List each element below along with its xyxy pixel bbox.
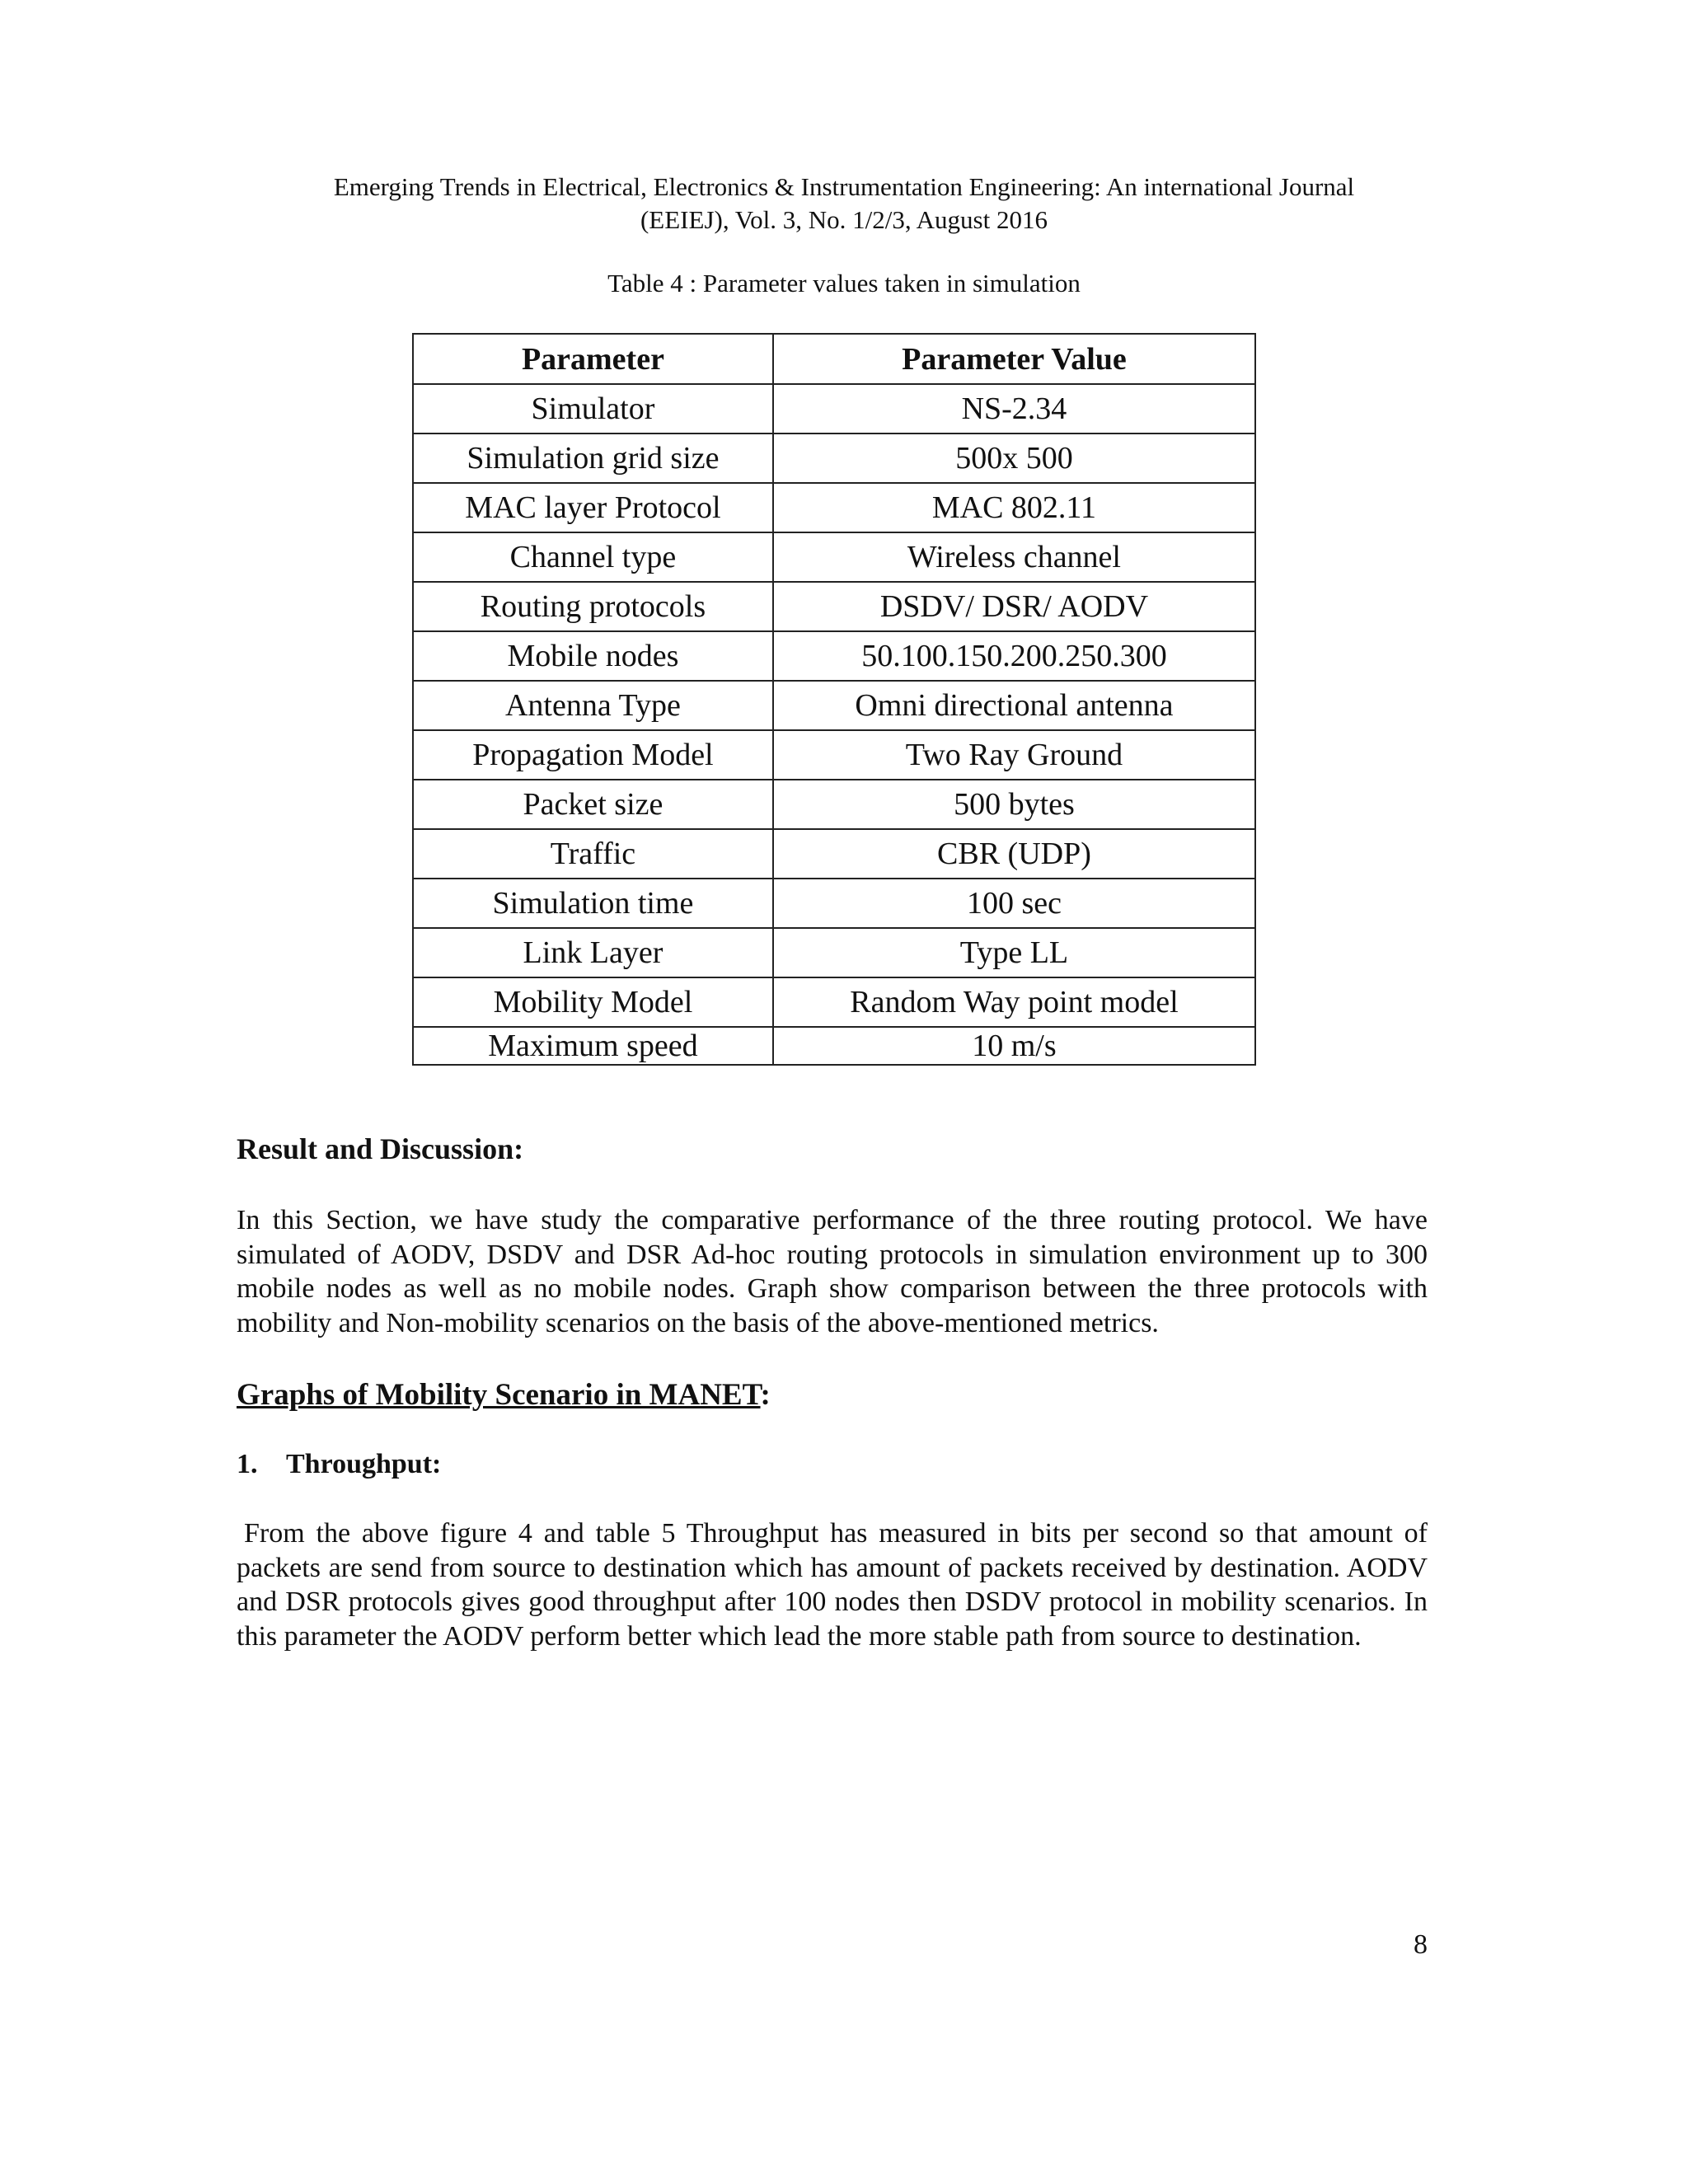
parameter-value-cell: DSDV/ DSR/ AODV (773, 582, 1255, 631)
table-row (413, 532, 1255, 582)
table-row (413, 928, 1255, 977)
page-number: 8 (1414, 1929, 1428, 1960)
parameter-name-cell: Traffic (413, 829, 773, 879)
parameter-value-cell: 100 sec (773, 879, 1255, 928)
column-header-parameter: Parameter (413, 334, 773, 384)
journal-header-line-2: (EEIEJ), Vol. 3, No. 1/2/3, August 2016 (640, 205, 1048, 234)
column-header-parameter-value: Parameter Value (773, 334, 1255, 384)
table-row (413, 1027, 1255, 1065)
parameter-table (412, 333, 1256, 1066)
table-row (413, 681, 1255, 730)
table-row (413, 730, 1255, 780)
parameter-value-cell: NS-2.34 (773, 384, 1255, 434)
table-row (413, 434, 1255, 483)
table-row (413, 780, 1255, 829)
result-discussion-paragraph: In this Section, we have study the comparative performance of the three routing protocol. We have simulated of AODV, DSDV and DSR Ad-hoc routing protocols in simulation environment up to 300 mobile nodes as well as no mobile nodes. Graph show comparison between the three protocols with mobility and Non-mobility scenarios on the basis of the above-mentioned metrics. (237, 1205, 1428, 1338)
parameter-name-cell: Mobility Model (413, 977, 773, 1027)
table-caption: Table 4 : Parameter values taken in simulation (607, 269, 1081, 298)
parameter-name-cell: Mobile nodes (413, 631, 773, 681)
parameter-name-cell: Maximum speed (413, 1027, 773, 1065)
parameter-name-cell: Propagation Model (413, 730, 773, 780)
parameter-name-cell: Packet size (413, 780, 773, 829)
journal-header (165, 171, 1523, 237)
table-row (413, 582, 1255, 631)
throughput-heading (237, 1447, 441, 1482)
parameter-value-cell: Wireless channel (773, 532, 1255, 582)
parameter-value-cell: Random Way point model (773, 977, 1255, 1027)
throughput-paragraph: From the above figure 4 and table 5 Throughput has measured in bits per second so that amount of packets are send from source to destination which has amount of packets received by destination. AODV and DSR protocols gives good throughput after 100 nodes then DSDV protocol in mobility scenarios. In this parameter the AODV perform better which lead the more stable path from source to destination. (237, 1518, 1428, 1652)
result-discussion-heading: Result and Discussion: (237, 1132, 524, 1165)
table-row (413, 879, 1255, 928)
throughput-number: 1. (237, 1449, 258, 1479)
parameter-name-cell: Simulation time (413, 879, 773, 928)
parameter-name-cell: Simulator (413, 384, 773, 434)
parameter-value-cell: MAC 802.11 (773, 483, 1255, 532)
parameter-name-cell: Link Layer (413, 928, 773, 977)
table-row (413, 483, 1255, 532)
table-row (413, 631, 1255, 681)
parameter-value-cell: 500 bytes (773, 780, 1255, 829)
throughput-heading-text: Throughput: (286, 1449, 442, 1479)
parameter-name-cell: Channel type (413, 532, 773, 582)
graphs-heading-colon: : (760, 1378, 771, 1412)
parameter-value-cell: 50.100.150.200.250.300 (773, 631, 1255, 681)
parameter-value-cell: Type LL (773, 928, 1255, 977)
parameter-name-cell: MAC layer Protocol (413, 483, 773, 532)
table-row (413, 829, 1255, 879)
graphs-section-heading (237, 1376, 771, 1414)
table-row (413, 977, 1255, 1027)
parameter-value-cell: Two Ray Ground (773, 730, 1255, 780)
parameter-value-cell: CBR (UDP) (773, 829, 1255, 879)
table-row (413, 384, 1255, 434)
graphs-heading-text: Graphs of Mobility Scenario in MANET (237, 1378, 761, 1412)
parameter-value-cell: Omni directional antenna (773, 681, 1255, 730)
parameter-name-cell: Routing protocols (413, 582, 773, 631)
parameter-name-cell: Simulation grid size (413, 434, 773, 483)
parameter-value-cell: 10 m/s (773, 1027, 1255, 1065)
journal-header-line-1: Emerging Trends in Electrical, Electronics & Instrumentation Engineering: An international Journal (333, 172, 1355, 201)
parameter-value-cell: 500x 500 (773, 434, 1255, 483)
parameter-name-cell: Antenna Type (413, 681, 773, 730)
table-header-row (413, 334, 1255, 384)
